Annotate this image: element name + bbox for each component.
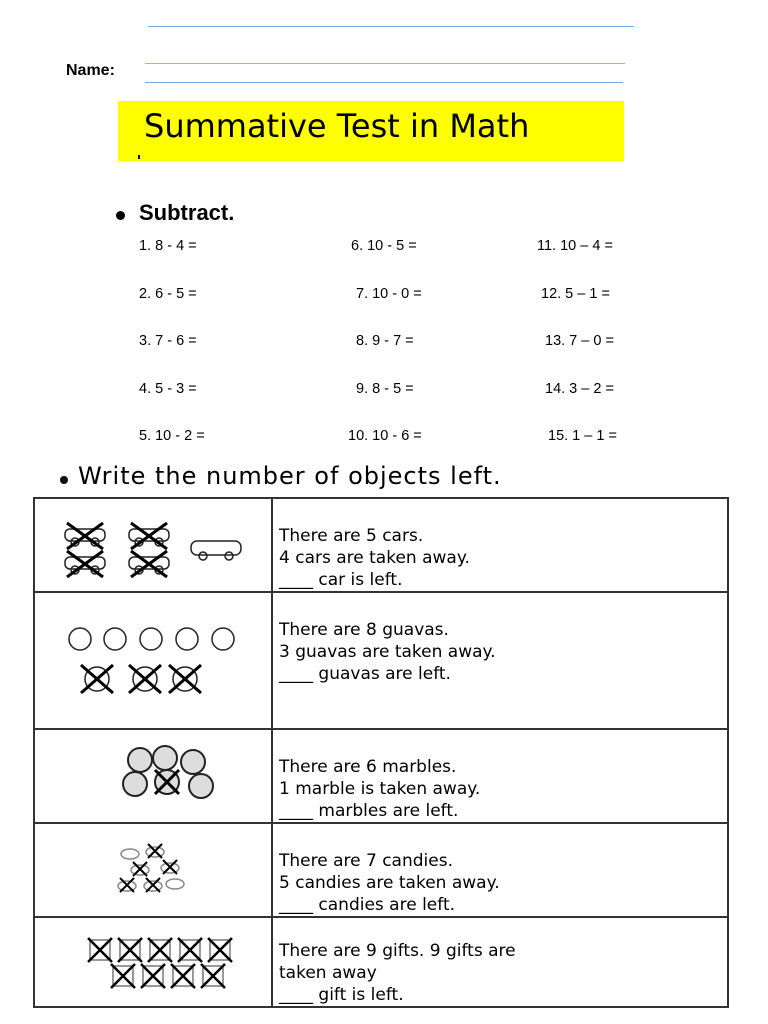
problem: 4. 5 - 3 =: [139, 381, 197, 397]
problem: 13. 7 – 0 =: [545, 333, 614, 349]
row-line: 1 marble is taken away.: [279, 779, 481, 799]
answer-line[interactable]: ____ car is left.: [279, 570, 403, 590]
guavas-text: [272, 592, 728, 729]
bullet-icon: [60, 476, 68, 484]
objects-table: [33, 497, 729, 1008]
name-field[interactable]: [145, 64, 623, 82]
table-row: [34, 498, 728, 592]
cars-text: [272, 498, 728, 592]
row-line: taken away: [279, 963, 377, 983]
answer-line[interactable]: ____ candies are left.: [279, 895, 456, 915]
answer-line[interactable]: ____ guavas are left.: [279, 664, 451, 684]
row-line: 4 cars are taken away.: [279, 548, 470, 568]
bullet-icon: [116, 211, 125, 220]
row-line: There are 7 candies.: [279, 851, 453, 871]
problem: 15. 1 – 1 =: [548, 428, 617, 444]
objects-heading: Write the number of objects left.: [78, 462, 502, 490]
problem: 5. 10 - 2 =: [139, 428, 205, 444]
top-rule: [148, 26, 634, 27]
table-row: [34, 729, 728, 823]
problem: 14. 3 – 2 =: [545, 381, 614, 397]
problem: 3. 7 - 6 =: [139, 333, 197, 349]
row-line: There are 5 cars.: [279, 526, 424, 546]
title-banner: [118, 101, 624, 161]
name-rule-blue: [145, 82, 623, 83]
problem: 11. 10 – 4 =: [537, 238, 613, 254]
problem: 8. 9 - 7 =: [356, 333, 414, 349]
row-line: There are 6 marbles.: [279, 757, 457, 777]
candies-text: [272, 823, 728, 917]
subtract-heading: Subtract.: [139, 200, 235, 225]
answer-line[interactable]: ____ gift is left.: [279, 985, 404, 1005]
problem: 10. 10 - 6 =: [348, 428, 422, 444]
gifts-icon: [34, 917, 272, 1007]
candies-icon: [34, 823, 272, 917]
name-label: Name:: [66, 62, 115, 79]
problem: 12. 5 – 1 =: [541, 286, 610, 302]
row-line: There are 9 gifts. 9 gifts are: [279, 941, 516, 961]
page-title: Summative Test in Math: [144, 107, 530, 145]
row-line: 5 candies are taken away.: [279, 873, 500, 893]
guavas-icon: [34, 592, 272, 729]
row-line: There are 8 guavas.: [279, 620, 449, 640]
cursor-mark: [138, 155, 140, 159]
problem: 1. 8 - 4 =: [139, 238, 197, 254]
marbles-text: [272, 729, 728, 823]
cars-icon: [34, 498, 272, 592]
table-row: [34, 917, 728, 1007]
problem: 7. 10 - 0 =: [356, 286, 422, 302]
marbles-icon: [34, 729, 272, 823]
table-row: [34, 592, 728, 729]
row-line: 3 guavas are taken away.: [279, 642, 496, 662]
problem: 2. 6 - 5 =: [139, 286, 197, 302]
answer-line[interactable]: ____ marbles are left.: [279, 801, 459, 821]
table-row: [34, 823, 728, 917]
gifts-text: [272, 917, 728, 1007]
problem: 6. 10 - 5 =: [351, 238, 417, 254]
problem: 9. 8 - 5 =: [356, 381, 414, 397]
